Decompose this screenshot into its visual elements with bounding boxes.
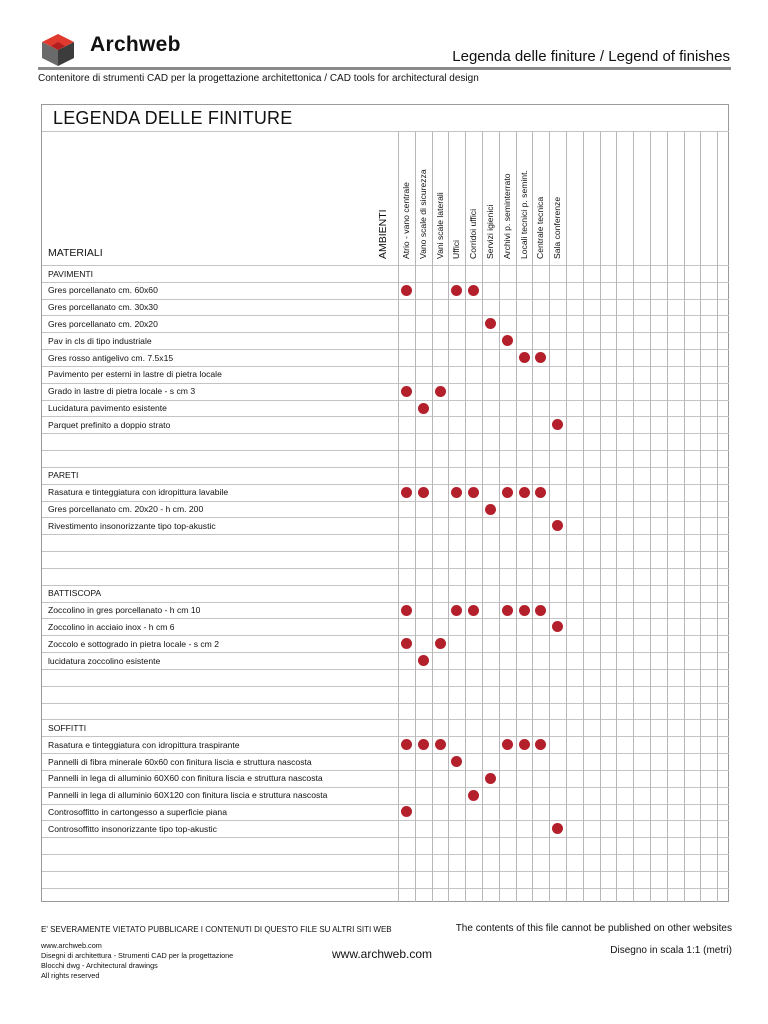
finish-marker: [468, 285, 479, 296]
empty-row: [42, 703, 48, 720]
finish-marker: [401, 739, 412, 750]
empty-row: [42, 434, 48, 451]
finish-marker: [485, 773, 496, 784]
empty-row: [42, 855, 48, 872]
finish-marker: [519, 487, 530, 498]
finish-marker: [468, 605, 479, 616]
finish-marker: [535, 352, 546, 363]
grid-row-line: [42, 703, 729, 704]
brand-name: Archweb: [90, 33, 181, 56]
grid-column-line: [616, 131, 617, 902]
finish-marker: [502, 739, 513, 750]
material-row-label: PAVIMENTI: [48, 268, 94, 279]
finish-marker: [401, 605, 412, 616]
finish-marker: [519, 352, 530, 363]
finish-marker: [451, 487, 462, 498]
material-row-label: Controsoffitto insonorizzante tipo top-akustic: [48, 823, 217, 834]
grid-row-line: [42, 719, 729, 720]
material-row-label: Rasatura e tinteggiatura con idropittura lavabile: [48, 487, 229, 498]
room-column-header: Sala conferenze: [552, 196, 562, 259]
grid-column-line: [717, 131, 718, 902]
material-row-label: Gres porcellanato cm. 20x20: [48, 318, 158, 329]
material-row-label: BATTISCOPA: [48, 588, 102, 599]
finish-marker: [552, 419, 563, 430]
room-column-header: Vano scale di sicurezza: [418, 169, 428, 259]
header-divider: [38, 67, 731, 70]
document-title: Legenda delle finiture / Legend of finishes: [452, 48, 730, 65]
rooms-header: AMBIENTI: [377, 209, 389, 259]
material-row-label: lucidatura zoccolino esistente: [48, 655, 161, 666]
grid-column-line: [583, 131, 584, 902]
grid-column-line: [398, 131, 399, 902]
grid-column-line: [499, 131, 500, 902]
material-row-label: Zoccolo e sottogrado in pietra locale - s cm 2: [48, 638, 220, 649]
material-row-label: Parquet prefinito a doppio strato: [48, 419, 171, 430]
material-row-label: Zoccolino in gres porcellanato - h cm 10: [48, 605, 201, 616]
grid-column-line: [465, 131, 466, 902]
room-column-header: Uffici: [451, 240, 461, 259]
material-row-label: Rivestimento insonorizzante tipo top-akustic: [48, 520, 216, 531]
finish-marker: [535, 487, 546, 498]
material-row-label: Rasatura e tinteggiatura con idropittura traspirante: [48, 739, 240, 750]
grid-column-line: [650, 131, 651, 902]
finish-marker: [485, 504, 496, 515]
empty-row: [42, 686, 48, 703]
empty-row: [42, 535, 48, 552]
grid-row-line: [42, 888, 729, 889]
finish-marker: [519, 739, 530, 750]
finish-marker: [435, 739, 446, 750]
room-column-header: Corridoi uffici: [468, 209, 478, 259]
material-row-label: Lucidatura pavimento esistente: [48, 403, 167, 414]
material-row-label: SOFFITTI: [48, 722, 87, 733]
material-row-label: Controsoffitto in cartongesso a superficie piana: [48, 807, 227, 818]
material-row-label: Gres porcellanato cm. 20x20 - h cm. 200: [48, 504, 204, 515]
finish-marker: [502, 487, 513, 498]
finish-marker: [435, 638, 446, 649]
grid-column-line: [566, 131, 567, 902]
material-row-label: Pannelli in lega di alluminio 60X120 con finitura liscia e struttura nascosta: [48, 790, 328, 801]
finish-marker: [451, 285, 462, 296]
room-column-header: Centrale tecnica: [535, 196, 545, 259]
material-row-label: Gres rosso antigelivo cm. 7.5x15: [48, 352, 174, 363]
grid-column-line: [432, 131, 433, 902]
grid-row-line: [42, 686, 729, 687]
grid-column-line: [516, 131, 517, 902]
archweb-logo-icon: [40, 33, 76, 67]
grid-column-line: [448, 131, 449, 902]
empty-row: [42, 669, 48, 686]
finish-marker: [401, 638, 412, 649]
empty-row: [42, 871, 48, 888]
grid-row-line: [42, 131, 729, 132]
finish-marker: [401, 386, 412, 397]
finish-marker: [552, 621, 563, 632]
finish-marker: [435, 386, 446, 397]
footer-info-line: All rights reserved: [41, 971, 100, 980]
finish-marker: [552, 520, 563, 531]
finish-marker: [418, 487, 429, 498]
finish-marker: [451, 756, 462, 767]
material-row-label: Pavimento per esterni in lastre di pietra locale: [48, 369, 222, 380]
empty-row: [42, 838, 48, 855]
empty-row: [42, 451, 48, 468]
material-row-label: Pav in cls di tipo industriale: [48, 335, 152, 346]
grid-column-line: [667, 131, 668, 902]
finish-marker: [502, 605, 513, 616]
grid-column-line: [549, 131, 550, 902]
room-column-header: Vani scale laterali: [435, 192, 445, 259]
finish-marker: [535, 605, 546, 616]
material-row-label: Pannelli di fibra minerale 60x60 con finitura liscia e struttura nascosta: [48, 756, 312, 767]
finish-marker: [451, 605, 462, 616]
grid-column-line: [684, 131, 685, 902]
finish-marker: [535, 739, 546, 750]
room-column-header: Archivi p. seminterrato: [502, 173, 512, 259]
finish-marker: [418, 403, 429, 414]
finish-marker: [401, 285, 412, 296]
finish-marker: [502, 335, 513, 346]
grid-column-line: [532, 131, 533, 902]
grid-row-line: [42, 467, 729, 468]
grid-row-line: [42, 854, 729, 855]
finish-marker: [468, 790, 479, 801]
grid-row-line: [42, 568, 729, 569]
grid-row-line: [42, 585, 729, 586]
table-title: LEGENDA DELLE FINITURE: [53, 108, 293, 128]
finish-marker: [418, 739, 429, 750]
grid-column-line: [482, 131, 483, 902]
copyright-warning-en: The contents of this file cannot be published on other websites: [455, 923, 732, 934]
grid-row-line: [42, 551, 729, 552]
material-row-label: PARETI: [48, 470, 79, 481]
header-subtitle: Contenitore di strumenti CAD per la progettazione architettonica / CAD tools for architectural design: [38, 73, 479, 84]
material-row-label: Gres porcellanato cm. 60x60: [48, 285, 158, 296]
room-column-header: Locali tecnici p. semint.: [519, 170, 529, 259]
materials-header: MATERIALI: [48, 247, 103, 259]
room-column-header: Atrio - vano centrale: [401, 182, 411, 259]
footer-info-line: Blocchi dwg - Architectural drawings: [41, 961, 158, 970]
material-row-label: Grado in lastre di pietra locale - s cm 3: [48, 386, 196, 397]
grid-column-line: [700, 131, 701, 902]
grid-column-line: [633, 131, 634, 902]
finish-marker: [552, 823, 563, 834]
finish-marker: [401, 806, 412, 817]
drawing-scale: Disegno in scala 1:1 (metri): [610, 945, 732, 956]
finish-marker: [519, 605, 530, 616]
footer-info: [41, 941, 233, 981]
finish-marker: [401, 487, 412, 498]
grid-column-line: [600, 131, 601, 902]
grid-row-line: [42, 871, 729, 872]
grid-row-line: [42, 450, 729, 451]
material-row-label: Pannelli in lega di alluminio 60X60 con finitura liscia e struttura nascosta: [48, 773, 323, 784]
footer-info-line: www.archweb.com: [41, 941, 102, 950]
empty-row: [42, 552, 48, 569]
grid-row-line: [42, 265, 729, 266]
empty-row: [42, 568, 48, 585]
finish-marker: [468, 487, 479, 498]
copyright-warning-it: E' SEVERAMENTE VIETATO PUBBLICARE I CONTENUTI DI QUESTO FILE SU ALTRI SITI WEB: [41, 925, 392, 934]
finish-marker: [418, 655, 429, 666]
finish-marker: [485, 318, 496, 329]
material-row-label: Gres porcellanato cm. 30x30: [48, 302, 158, 313]
footer-website-link[interactable]: www.archweb.com: [332, 947, 433, 961]
footer-info-line: Disegni di architettura - Strumenti CAD per la progettazione: [41, 951, 234, 960]
material-row-label: Zoccolino in acciaio inox - h cm 6: [48, 621, 175, 632]
room-column-header: Servizi igienici: [485, 204, 495, 259]
grid-column-line: [415, 131, 416, 902]
